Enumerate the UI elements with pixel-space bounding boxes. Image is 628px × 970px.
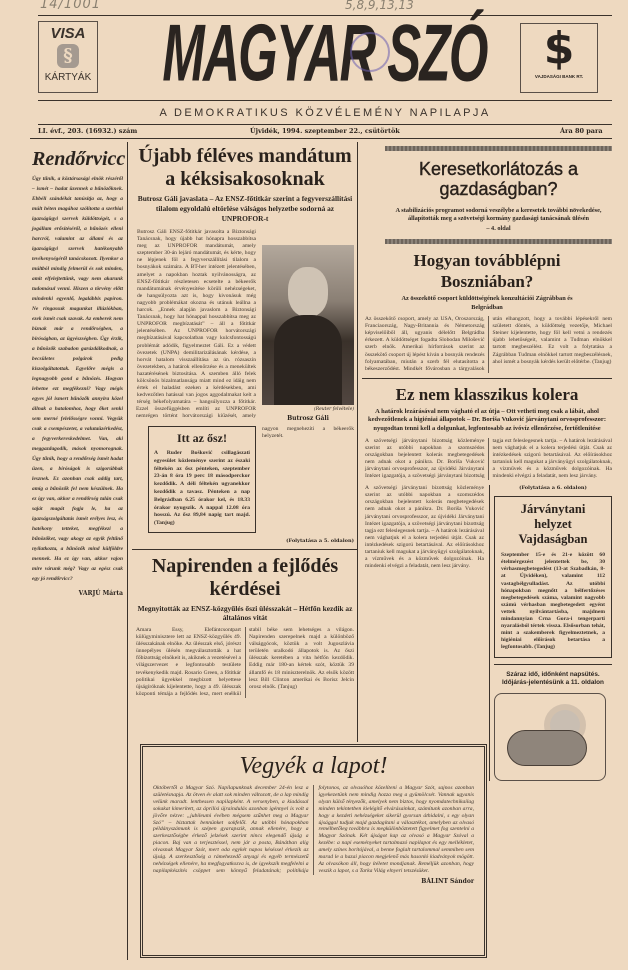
rendorvicc-title: Rendőrvicc xyxy=(32,148,126,170)
visa-label: VISA xyxy=(50,25,86,42)
butrosz-gali-photo xyxy=(262,245,354,405)
osz-box xyxy=(148,426,256,533)
center-column xyxy=(136,145,354,698)
hogyan-body: Az összekötő csoport, amely az USA, Oroszország, Franciaország, Nagy-Britannia és Németország képviselőiből áll, ugyanis délelőtt Belgrádba érkezett. A küldöttséget fogadta Slobodan Milošević szerb elnök. Amerikai hírforrások szerint az összekötő csoport új lépést kíván a bosnyák rendezés folyamatában, miután a szerb fél elutasította a békeszerződést. Mindkét fővárosban a tárgyalások után elhangzott, hogy a további lépésekről nem született döntés, a küldöttség vezetője, Michael Steiner kijelentette, hogy föl kell vetni a rendezés újabb lehetőségeit, valamint a Tuđman elnökkel tartott megbeszélést. Ez volt a folytatása a Zágrábban Tuđman elnökkel tartott megbeszélésnek, ahol ismét a bosnyák kérdés került előtérbe. (Tanjug) xyxy=(365,316,612,372)
left-column xyxy=(32,146,126,597)
rendorvicc-body: Úgy tűnik, a köztársasági elnök részéről – ismét – hadat üzennek a bűnözőknek. Ebbéli szándékát tanúsítja az, hogy a múlt héten magához szólította a szerbiai igazságügyi szervek küldöttségét, s a jogállam erősítéséről, a bűnözés elleni harcról, valamint az állami és az igazságügyi szervek hatékonyabb tevékenységéről tanácskozott. Ilyenkor a múltból mindig felmerül és sok minden, amit elfelejtettünk, vagy nem akarunk tudomásul venni. Hiszen a törvény előtt mindenki egyenlő, legalábbis papíron. Ne ringassuk magunkat illúziókban, ezek ismét csak szavak. Az emberek nem bíznak már a rendőrségben, a bíróságban, az ügyészségben. Úgy érzik, a bűnözők szabadon garázdálkodnak, a becsületes polgárok pedig kiszolgáltatottak. Egyelőre mégis a legnagyobb gond a bűnözés. Hogyan lehetne ezt megfékezni? Vagy mégis egyes jól ismert bűnözők annyira közel állnak a hatalomhoz, hogy őket senki sem merné felelősségre vonni. Vegyük csak a csempészetet, a valutaüzérkedést, a fegyverkereskedelmet. Van, aki meggazdagodik, mások nyomorognak. Úgy tűnik, hogy a rendőrség ismét hadat üzen, a bíróságok is szigorúbbak lesznek. Ez azonban csak addig tart, amíg a bűnözők fel nem készülnek. Ha ez így van, akkor a rendőrség talán csak saját magát fogja le, ha az igazságszolgáltatás ismét erélyes lesz, és hatékony tetteket, megfékezi a bűnözőket, vagy akogy az egyik feltűnő nyilatkozta, a bűnözők mind külföldre mennek. Ha ez így van, akkor vajon mire várunk még? Vagy az egész csak egy jó rendőrvicc? xyxy=(32,176,123,582)
hogyan-headline: Hogyan továbblépni Boszniában? xyxy=(413,251,561,292)
handwritten-note-left: 14/1001 xyxy=(40,0,102,12)
kereset-page-ref: – 4. oldal xyxy=(486,224,511,232)
napirenden-headline: Napirenden a fejlődés kérdései xyxy=(151,554,339,600)
issue-number: LI. évf., 203. (16932.) szám xyxy=(38,127,138,135)
kereset-top-bar xyxy=(385,146,612,151)
kereset-deck: A stabilizációs programot sodorná veszélybe a keresetek további növekedése, állapították meg a szövetségi kormány gazdasági tanácsának ülésén xyxy=(395,207,602,223)
photo-credit: (Reuter felvétele) xyxy=(313,407,354,412)
newspaper-title: MAGYAR SZÓ xyxy=(162,8,487,99)
masthead-rule xyxy=(38,100,612,101)
ujabb-deck: Butrosz Gáli javaslata – Az ENSZ-főtitkár szerint a fegyverszállítási tilalom egyoldalú eltörlése válságos helyzetbe sodorná az UNPROFOR-t xyxy=(137,194,353,223)
masthead-subtitle: A DEMOKRATIKUS KÖZVÉLEMÉNY NAPILAPJA xyxy=(159,107,491,119)
jarvany-box xyxy=(494,496,612,657)
ujabb-headline: Újabb féléves mandátum a kéksisakosoknak xyxy=(138,145,352,190)
column-divider xyxy=(127,142,128,960)
library-stamp xyxy=(350,32,390,72)
vegyek-box xyxy=(140,744,487,958)
cloud-icon xyxy=(507,730,587,766)
osz-headline: Itt az ősz! xyxy=(177,431,227,445)
bank-logo-icon: § xyxy=(57,44,79,68)
ujabb-body-area xyxy=(136,229,354,535)
vegyek-body: Októbertől a Magyar Szó. Napilapunknak december 24-én lesz a születésnapja. Az ötven év alatt sok minden változott, de a lap mindig velünk maradt. lenthessen napilapként. A versenyben, a kiadással sokakat kimerített, az áprilisi újraindulás azonban igénnyel is volt a jövőre nézve: „jubileumi évében mégsem szűnhet meg a Magyar Szó” – biztattak bennünket sokfelől. Az utóbbi hónapokban példányszámunk is szépen gyarapszik, annak ellenére, hogy a szerkesztőségbe érkező jelzések szerint nincs elegendő újság a piacon. Baj van a terjesztéssel, nem jár a posta, Bánátban alig olvasnak Magyar Szót, mert oda egykét napos késéssel érkezik az újság. A szerkesztőség a rámehezedő anyagi és egyéb természetű nehézségek ellenére, ha megfogyatkozva is, de igyekszik megfelelni a napilapkészítés csöppet sem könnyű feladatának; politikája folytonos, az olvasóhoz közelíteni a Magyar Szót, sajnos azonban igyekezetünk nem mindig hozza meg a gyümölcsét. Vannak ugyanis olyan külső tényezők, amelyek nem biztos, hogy nyomdatechnikailag minden tekintetben kielégítő elvárásainkat, számítunk azonban arra, hogy a kezdeti nehézségeket sikerül gyorsan áthidalni, s egy olyan újsággal tudjuk majd gazdagítani a választékot, amelyben az olvasó remélhetőleg továbbra is megkülönböztetett figyelmet fog szentelni a Magyar Szónak. Két újságot kap az olvasó a Magyar Szóval a kezébe: a napi eseményeket tartalmazó napilapot és egy mellékletet, amely színes borítójával, a benne foglalt tartalommal semmiben sem marad le a hazai piacon megjelenő más hasonló kiadványok mögött. Az olvasókon áll, hogy ítéletet mondjanak. Reméljük azonban, hogy veszik a lapot, s a Tarka Világ elnyeri tetszésüket. xyxy=(153,785,474,874)
kereset-bottom-bar xyxy=(385,239,612,244)
weather-top-rule xyxy=(494,664,612,665)
kolera-headline: Ez nem klasszikus kolera xyxy=(395,384,579,404)
weather-box xyxy=(494,693,606,781)
kereset-headline: Keresetkorlátozás a gazdaságban? xyxy=(418,159,579,199)
dateline-rule xyxy=(30,138,612,139)
handwritten-note-right: 5,8,9,13,13 xyxy=(345,0,414,12)
osz-body: A Ruđer Bošković csillagászati egyesület közleménye szerint az északi féltekén az ősz pénteken, szeptember 23-án 8 óra 19 perc 18 másodperckor kezdődik. A déli féltekén ugyanekkor kezdődik a tavasz. Pénteken a nap Belgrádban 6.25 órakor kel, és 18.33 órakor nyugszik. A nappal 12.08 óra hosszú. Az ősz 89,84 napig tart majd. (Tanjug) xyxy=(154,450,250,527)
kolera-deck: A határok lezárásával nem vágható el az útja – Ott vetheti meg csak a lábát, ahol kedvezőtlenek a higiéniai állapotok – Dr. Boriša Vuković járványtani orvosprofesszor: nyugodtan tenni kell a dolgunkat, legfontosabb az ivóvíz ellenőrzése, fertőtlenítése xyxy=(368,407,606,433)
dollar-bank-logo-icon: $ xyxy=(543,23,575,74)
vegyek-headline: Vegyék a lapot! xyxy=(239,753,388,779)
kolera-body: A szövetségi járványtani bizottság közleménye szerint az utóbbi napokban a szomszédos országokban bejelentett kolerás megbetegedések nem adnak okot a pánikra. Dr. Boriša Vuković járványtani orvosprofesszor, az újvidéki Járványtani Intézet igazgatója, a szövetségi járványtani bizottság tagja ezt feleslegesnek tartja. – A határok lezárásával nem vághatjuk el a kolera terjedési útját. Csak az intézkedések szigorú betartásával. Az előírásokhoz tartaniuk kell magukat a járványügyi szolgálatoknak, a vízművek és a közművek dolgozóinak. Ha mindenki elvégzi a feladatát, nem lesz járvány. xyxy=(365,437,612,480)
right-column xyxy=(362,146,612,781)
photo-block xyxy=(262,229,354,426)
ujabb-bottom-rule xyxy=(132,549,358,550)
vajdasagi-bank-ad xyxy=(520,23,598,93)
cards-label: KÁRTYÁK xyxy=(44,72,92,83)
subtitle-rule xyxy=(38,124,612,125)
center-right-divider xyxy=(357,142,358,742)
ujabb-continued: (Folytatása a 5. oldalon) xyxy=(286,537,354,544)
right-sidebar xyxy=(489,485,612,780)
napirenden-body: Amara Essy, Elefántcsontpart külügyminisztere lett az ENSZ-közgyűlés 49. ülésszakának elnöke. Az ülésszak első, jórészt ünnepélyes ülésén megválasztották a hat főbizottság elnökeit is, akiknek a vezetésével a világszervezet e legfontosabb testülete tevékenykedik majd. Rosario Green, a főtitkár politikai ügyekkel megbízott helyettese újságíróknak kijelentette, hogy a 49. ülésszak központi témája a fejlődés lesz, mert enélkül stabil béke sem lehetséges a világon. Napirenden szerepelnek majd a különböző válsággócok, köztük a volt Jugoszlávia területén uralkodó állapotok is. Az őszi ülésszak keretében a vita hétfőn kezdődik. Eddig már 180-an kértek szót, köztük 39 államfő és 18 miniszterelnök. Az elsők között lesz Bill Clinton amerikai és Borisz Jelcin orosz elnök. (Tanjug) xyxy=(136,626,354,697)
dateline: Újvidék, 1994. szeptember 22., csütörtök xyxy=(250,127,400,135)
bank-label: VAJDASÁGI BANK RT. xyxy=(534,74,584,79)
hogyan-deck: Az összekötő csoport küldöttségének konzultációi Zágrábban és Belgrádban xyxy=(401,295,573,311)
hogyan-bottom-rule xyxy=(362,378,612,379)
ujabb-body: Butrosz Gáli ENSZ-főtitkár javasolta a Biztonsági Tanácsnak, hogy újabb hat hónapra hosszabbítsa meg az UNPROFOR mandátumát, amely szeptember 30-án lejáró mandátumát, és kérte, hogy ne lépjenek föl a fegyverszállítási tilalom a bosnyákok számára. A BT-her intézett jelentésében, amelyet a napokban hoztak nyilvánosságra, az ENSZ-főtitkár részletesen ecsetelte a békeerők mandátumának érvényesítése körüli nehézségeket, de hangsúlyozta azt is, hogy kivonásuk még nagyobb problémákat okozna és utánuk leállna a harcok. „Ennek alapján javaslom a Biztonsági Tanácsnak, hogy hat hónappal hosszabbítsa meg az UNPROFOR megbízatását” – áll a főtitkár jelentésében. Az UNPROFOR horvátországi megbízatásával kapcsolatban vagy kulcsfontosságú problémát adódik, figyelmeztet Gáli. Ez a védett övezetek (UNPA) demilitarizálásának kérdése, a horvát hatalom visszaállítása az ún. rózsaszín övezetekben, a határok ellenőrzése és a menekültek hazatérésének biztosítása. A szemben álló felek kölcsönös bizalmatlansága miatt mind ez idáig nem értek el haladást ezeken a kérdésekben, ami kedvezőtlen hatással van jogos aggodalmakat kelt a térség békefolyamatára – hangsúlyozza a főtitkár. Ezzel összefüggésben említi az UNPROFOR nemrégen történt horvátországi kiűzését, amely nagyon megnehezíti a békeerők helyzetét. xyxy=(136,229,354,440)
kolera-continued: (Folytatása a 6. oldalon) xyxy=(519,485,587,492)
kolera-body-continued: A szövetségi járványtani bizottság közleménye szerint az utóbbi napokban a szomszédos országokban bejelentett kolerás megbetegedések nem adnak okot a pánikra. Dr. Boriša Vuković járványtani orvosprofesszor, az újvidéki Járványtani Intézet igazgatója, a szövetségi járványtani bizottság tagja ezt feleslegesnek tartja. – A határok lezárásával nem vághatjuk el a kolera terjedési útját. Csak az intézkedések szigorú betartásával. Az előírásokhoz tartaniuk kell magukat a járványügyi szolgálatoknak, a vízművek és a közművek dolgozóinak. Ha mindenki elvégzi a feladatát, nem lesz járvány. xyxy=(365,485,484,570)
rendorvicc-author: VARJÚ Márta xyxy=(78,590,123,597)
napirenden-deck: Megnyitották az ENSZ-közgyűlés őszi ülésszakát – Hétfőn kezdik az általános vitát xyxy=(137,603,353,623)
jarvany-headline: Járványtani helyzet Vajdaságban xyxy=(518,502,588,547)
visa-cards-ad xyxy=(38,21,98,93)
right-lower-row xyxy=(362,485,612,780)
price: Ára 80 para xyxy=(560,127,603,135)
jarvany-body: Szeptember 15-e és 21-e között 60 ételmérgezést jelentettek be, 30 vérhasmegbetegedést (13-at Szabadkán, 8-at Újvidéken), valamint 112 vastagbélgyulladást. Az utóbbi hónapokban megnőtt a bélfertőzéses megbetegedések száma, valamint nagyobb számú vérhasban megbetegedett egyént vettek nyilvántartásba, majdnem mindannyian Crna Gora-i tengerparti nyaralásból tértek vissza. Elsősorban tehát, mint a szakemberek figyelmeztetnek, a higiéniai előírások betartása a legfontosabb. (Tanjug) xyxy=(501,552,605,651)
photo-caption: Butrosz Gáli xyxy=(287,415,329,422)
vegyek-author: BÁLINT Sándor xyxy=(421,877,474,885)
weather-text: Száraz idő, időnként napsütés. Időjárás-jelentésünk a 11. oldalon xyxy=(502,670,604,686)
